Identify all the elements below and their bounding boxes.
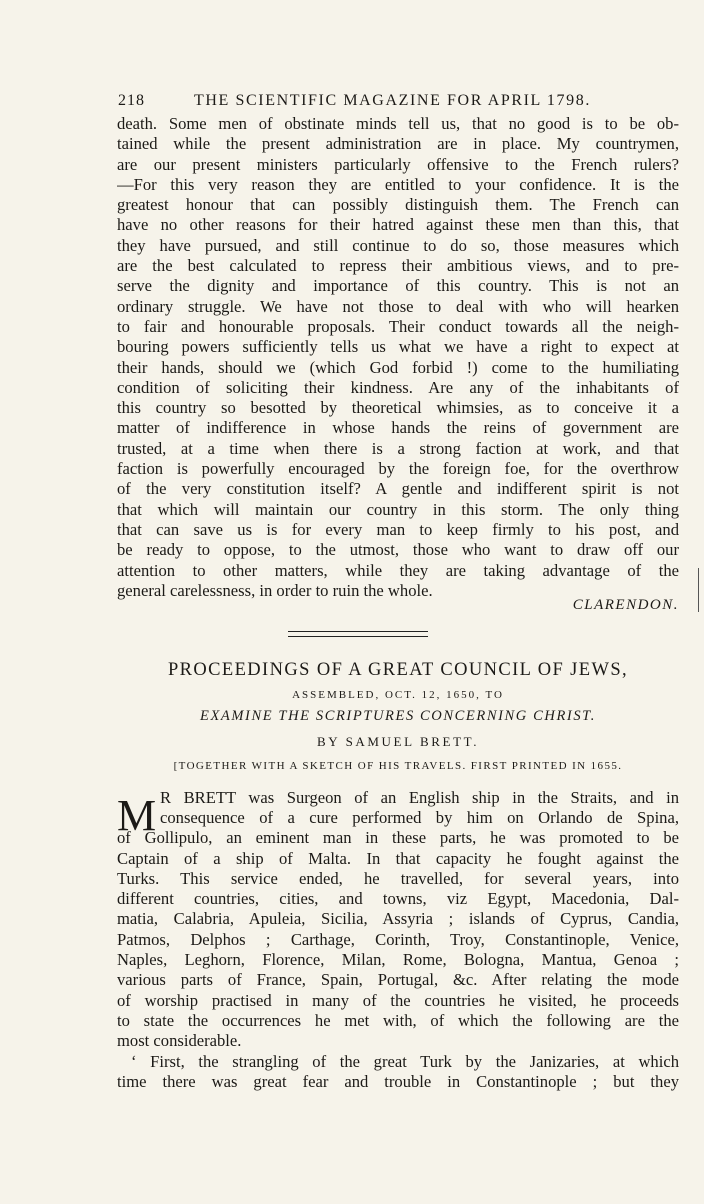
text-line: of the very constitution itself? A gentle and indifferent spirit is not xyxy=(117,479,679,499)
text-line: have no other reasons for their hatred against these men than this, that xyxy=(117,215,679,235)
signature: CLARENDON. xyxy=(572,597,679,613)
text-line: Patmos, Delphos ; Carthage, Corinth, Troy, Constantinople, Venice, xyxy=(117,929,679,949)
text-line: —For this very reason they are entitled to your confidence. It is the xyxy=(117,174,679,194)
text-line: different countries, cities, and towns, viz Egypt, Macedonia, Dal- xyxy=(117,889,679,909)
article-byline: BY SAMUEL BRETT. xyxy=(316,734,480,749)
margin-mark xyxy=(698,568,699,612)
text-line: ‘ First, the strangling of the great Turk by the Janizaries, at which xyxy=(131,1051,679,1071)
text-line: tained while the present administration are in place. My countrymen, xyxy=(117,134,679,154)
text-line: that which will maintain our country in this storm. The only thing xyxy=(117,499,679,519)
text-line: consequence of a cure performed by him on Orlando de Spina, xyxy=(160,808,679,827)
text-line: matter of indifference in whose hands the reins of government are xyxy=(117,418,679,438)
text-line: matia, Calabria, Apuleia, Sicilia, Assyria ; islands of Cyprus, Candia, xyxy=(117,909,679,929)
text-line: trusted, at a time when there is a strong faction at work, and that xyxy=(117,438,679,458)
text-line: attention to other matters, while they are taking advantage of the xyxy=(117,560,679,580)
page-number: 218 xyxy=(118,92,145,109)
running-header xyxy=(118,92,680,110)
text-line: of worship practised in many of the countries he visited, he proceeds xyxy=(117,990,679,1010)
text-line: faction is powerfully encouraged by the foreign foe, for the overthrow xyxy=(117,459,679,479)
text-line: this country so besotted by theoretical whimsies, as to conceive it a xyxy=(117,398,679,418)
essay-text xyxy=(117,114,679,601)
text-line: R BRETT was Surgeon of an English ship in the Straits, and in xyxy=(160,788,679,807)
article-note: [TOGETHER WITH A SKETCH OF HIS TRAVELS. FIRST PRINTED IN 1655. xyxy=(173,760,623,772)
text-line: their hands, should we (which God forbid !) come to the humiliating xyxy=(117,357,679,377)
article-assembled-line: ASSEMBLED, OCT. 12, 1650, TO xyxy=(292,689,504,701)
text-line: most considerable. xyxy=(117,1031,242,1051)
text-line: general carelessness, in order to ruin the whole. xyxy=(117,580,433,600)
text-line: are our present ministers particularly offensive to the French rulers? xyxy=(117,154,679,174)
article-first-line xyxy=(160,788,679,808)
divider-rule xyxy=(288,631,428,632)
text-line: Naples, Leghorn, Florence, Milan, Rome, Bologna, Mantua, Genoa ; xyxy=(117,950,679,970)
text-line: of Gollipulo, an eminent man in these parts, he was promoted to be xyxy=(117,828,679,848)
text-line: various parts of France, Spain, Portugal, &c. After relating the mode xyxy=(117,970,679,990)
text-line: to fair and honourable proposals. Their conduct towards all the neigh- xyxy=(117,316,679,336)
text-line: bouring powers sufficiently tells us what we have a right to expect at xyxy=(117,337,679,357)
article-subtitle: EXAMINE THE SCRIPTURES CONCERNING CHRIST. xyxy=(200,708,596,724)
text-line: time there was great fear and trouble in Constantinople ; but they xyxy=(117,1071,679,1091)
text-line: condition of soliciting their kindness. Are any of the inhabitants of xyxy=(117,377,679,397)
text-line: be ready to oppose, to the utmost, those who want to draw off our xyxy=(117,540,679,560)
article-title: PROCEEDINGS OF A GREAT COUNCIL OF JEWS, xyxy=(167,660,629,680)
text-line: Turks. This service ended, he travelled, for several years, into xyxy=(117,868,679,888)
text-line: serve the dignity and importance of this country. This is not an xyxy=(117,276,679,296)
text-line: ordinary struggle. We have not those to deal with who will hearken xyxy=(117,296,679,316)
text-line: they have pursued, and still continue to do so, those measures which xyxy=(117,235,679,255)
text-line: are the best calculated to repress their ambitious views, and to pre- xyxy=(117,256,679,276)
text-line: Captain of a ship of Malta. In that capacity he fought against the xyxy=(117,848,679,868)
article-text xyxy=(117,808,679,1092)
running-title: THE SCIENTIFIC MAGAZINE FOR APRIL 1798. xyxy=(194,92,591,109)
text-line: to state the occurrences he met with, of which the following are the xyxy=(117,1010,679,1030)
text-line: that can save us is for every man to keep firmly to his post, and xyxy=(117,519,679,539)
text-line: greatest honour that can possibly distinguish them. The French can xyxy=(117,195,679,215)
divider-rule xyxy=(288,636,428,637)
text-line: death. Some men of obstinate minds tell us, that no good is to be ob- xyxy=(117,114,679,133)
drop-cap: M xyxy=(117,791,157,840)
